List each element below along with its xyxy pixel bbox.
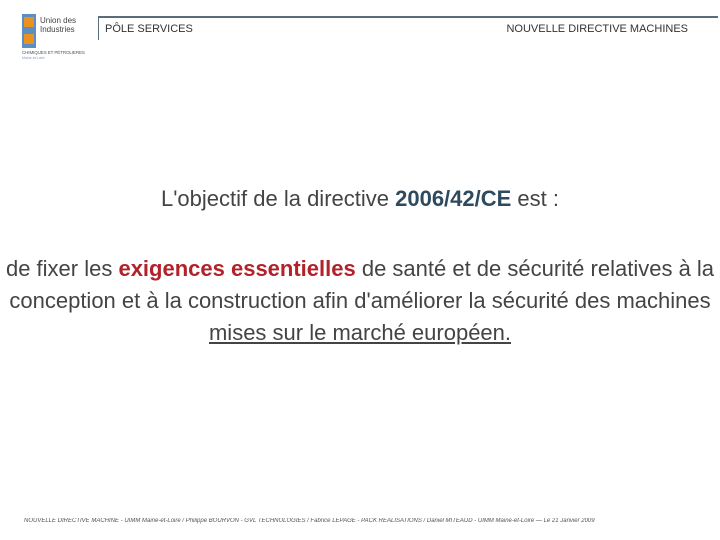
organization-logo xyxy=(22,14,86,62)
logo-square-icon xyxy=(24,17,34,27)
logo-text: Union des Industries xyxy=(40,16,77,34)
logo-square-icon xyxy=(24,34,34,44)
logo-subtitle: CHIMIQUES ET PÉTROLIERES xyxy=(22,50,85,55)
underlined-text: mises sur le marché européen. xyxy=(208,320,512,345)
header-right-label: NOUVELLE DIRECTIVE MACHINES xyxy=(506,23,688,35)
logo-badge-icon xyxy=(22,14,36,48)
directive-reference: 2006/42/CE xyxy=(395,186,512,211)
logo-location: Maine-et-Loire xyxy=(22,56,45,60)
objective-text xyxy=(0,253,720,349)
footer-credits: NOUVELLE DIRECTIVE MACHINE - UIMM Maine-et-Loire / Philippe BOURVON - GVL TECHNOLOGIES / Fabrice LEPAGE - PACK REALISATIONS / Daniel MITEAUD - UIMM Maine-et-Loire — Le 21 Janvier 2009 xyxy=(24,518,595,524)
intro-sentence xyxy=(0,186,720,212)
highlight-text: exigences essentielles xyxy=(118,256,356,281)
body-part1: de fixer les xyxy=(5,256,119,281)
header-left-label: PÔLE SERVICES xyxy=(105,23,193,35)
intro-suffix: est : xyxy=(511,186,559,211)
intro-prefix: L'objectif de la directive xyxy=(161,186,396,211)
body-part2: de santé et de sécurité relatives à la conception et à la construction afin d'améliorer la sécurité des machines xyxy=(9,256,715,313)
header-bar xyxy=(98,16,718,40)
